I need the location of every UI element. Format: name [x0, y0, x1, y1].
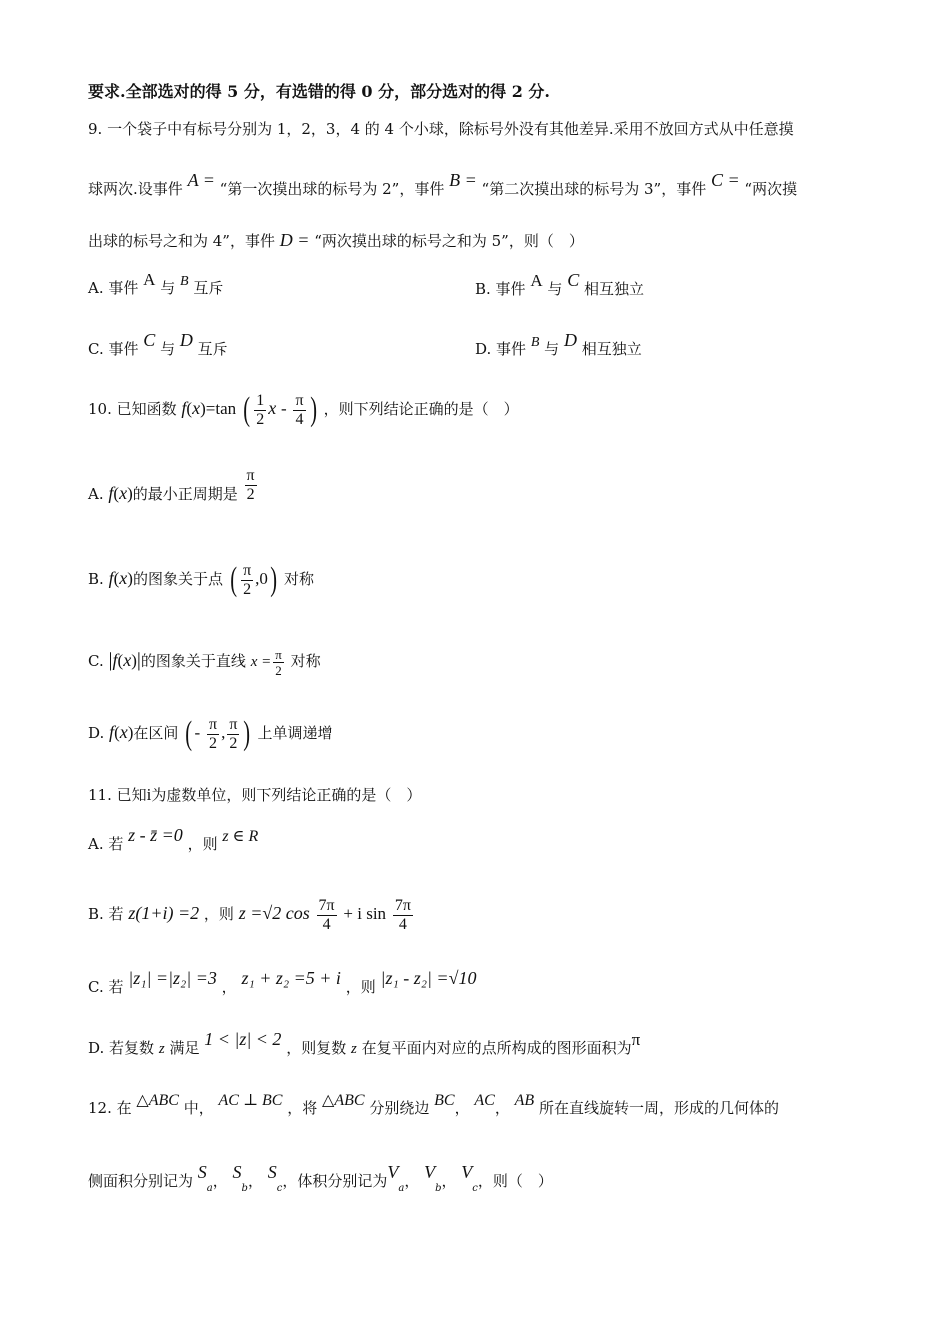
q9-line3	[88, 230, 584, 251]
math-symbol: f	[181, 398, 187, 418]
q12-text: 12. 在	[88, 1099, 132, 1117]
option-text: 互斥	[197, 340, 228, 358]
option-text: 相互独立	[581, 340, 642, 358]
fraction: $\frac{\pi}{2}$	[246, 466, 255, 503]
option-text: 对称	[284, 570, 315, 588]
math-symbol: A	[143, 270, 156, 289]
math-symbol: AB	[514, 1092, 535, 1109]
q12-text: ，体积分别记为	[282, 1172, 388, 1190]
option-text: ，则	[187, 835, 218, 853]
q9-text: “第二次摸出球的标号为 3”，事件	[481, 180, 707, 198]
option-text: ，则	[203, 905, 234, 923]
fraction: $\frac{\pi}{2}$	[229, 715, 238, 752]
math-expression: AC ⊥ BC	[218, 1092, 283, 1109]
q9-text: “两次摸出球的标号之和为 5”，则（ ）	[314, 232, 584, 250]
math-symbol: π	[631, 1030, 641, 1049]
option-text: 与	[160, 340, 176, 358]
event-a-symbol: A =	[187, 170, 215, 190]
q11-option-b[interactable]: B. 若 z(1+i) =2 ，则 z =√2 cos $\frac{7\pi}{4}$ + i sin $\frac{7\pi}{4}$	[88, 896, 411, 933]
option-label: C. 若	[88, 978, 124, 996]
q10-option-c[interactable]: C. |f(x)|的图象关于直线 x = $\frac{\pi}{2}$ 对称	[88, 646, 321, 678]
q10-option-a[interactable]: A. f(x)的最小正周期是 $\frac{\pi}{2}$	[88, 466, 255, 503]
q12-text: ，将	[287, 1099, 318, 1117]
q11-option-a[interactable]	[88, 825, 259, 855]
q11-option-d[interactable]: D. 若复数 z 满足 1 < |z| < 2 ，则复数 z 在复平面内对应的点所构成的图形面积为π	[88, 1029, 641, 1057]
option-text: ，	[221, 978, 237, 996]
fraction: $\frac{7\pi}{4}$	[318, 896, 335, 933]
option-text: 对称	[290, 652, 321, 670]
q11-stem	[88, 785, 421, 805]
math-expression: △ABC	[136, 1092, 179, 1109]
fraction: $\frac{\pi}{2}$	[243, 561, 252, 598]
option-text: 上单调递增	[257, 724, 333, 742]
option-label: A. 若	[88, 835, 124, 853]
math-expression: 1 < |z| < 2	[204, 1029, 282, 1049]
option-text: 的最小正周期是	[132, 485, 238, 503]
q9-text: “第一次摸出球的标号为 2”，事件	[219, 180, 445, 198]
q11-option-c[interactable]	[88, 968, 477, 997]
option-text: 与	[544, 340, 560, 358]
math-symbol: i	[146, 785, 152, 804]
option-text: 在复平面内对应的点所构成的图形面积为	[361, 1039, 632, 1057]
q9-option-b[interactable]	[475, 270, 645, 299]
math-symbol: A	[530, 271, 543, 290]
math-symbol: D	[563, 330, 577, 350]
q9-text: 球两次.设事件	[88, 180, 183, 198]
q9-line1: 9. 一个袋子中有标号分别为 1，2，3，4 的 4 个小球，除标号外没有其他差异.采用不放回方式从中任意摸	[88, 120, 794, 138]
math-symbol: B	[530, 335, 540, 350]
event-d-symbol: D =	[279, 230, 310, 250]
option-text: 与	[547, 280, 563, 298]
option-label: B. 若	[88, 905, 124, 923]
math-symbol: AC	[474, 1092, 495, 1109]
q10-option-b[interactable]: B. f(x)的图象关于点 ( $\frac{\pi}{2}$ ,0) 对称	[88, 561, 315, 598]
option-text: 互斥	[193, 279, 224, 297]
q10-text: 10. 已知函数	[88, 400, 177, 418]
fraction: $\frac{7\pi}{4}$	[394, 896, 411, 933]
option-label: A. 事件	[88, 279, 139, 297]
math-expression: |z₁ - z₂| =√10	[380, 968, 477, 988]
q9-option-c[interactable]	[88, 330, 228, 359]
q12-text: 分别绕边	[369, 1099, 430, 1117]
option-text: 的图象关于直线	[140, 652, 246, 670]
option-text: ，则复数	[286, 1039, 347, 1057]
math-symbol: BC	[434, 1092, 455, 1109]
q9-text: “两次摸	[744, 180, 798, 198]
math-expression: z ∈ R	[222, 828, 259, 845]
math-symbol: C	[567, 270, 580, 290]
option-label: B. 事件	[475, 280, 526, 298]
option-text: ，则	[345, 978, 376, 996]
option-label: D. 事件	[475, 340, 527, 358]
fraction: $\frac{\pi}{2}$	[275, 646, 282, 678]
option-text: 在区间	[133, 724, 179, 742]
option-text: 相互独立	[584, 280, 645, 298]
math-symbol: x	[192, 398, 201, 418]
math-symbol: B	[180, 274, 189, 289]
math-expression: z - z̄ =0	[128, 825, 183, 845]
fraction: $\frac{\pi}{2}$	[208, 715, 218, 752]
event-b-symbol: B =	[449, 170, 477, 190]
q10-option-d[interactable]: D. f(x)在区间 ( - $\frac{\pi}{2}$ , $\frac{\pi}{2}$ ) 上单调递增	[88, 715, 333, 752]
math-expression: z₁ + z₂ =5 + i	[241, 968, 341, 988]
q9-option-a[interactable]	[88, 270, 224, 300]
option-label: C. 事件	[88, 340, 139, 358]
q12-stem-line1: 12. 在 △ABC 中， AC ⊥ BC ，将 △ABC 分别绕边 BC， AC， AB 所在直线旋转一周，形成的几何体的	[88, 1092, 779, 1117]
math-symbol: D	[179, 330, 193, 350]
q12-text: 中，	[183, 1099, 214, 1117]
q12-text: 侧面积分别记为	[88, 1172, 194, 1190]
option-label: A.	[88, 485, 104, 503]
section-header: 要求.全部选对的得 5 分，有选错的得 0 分，部分选对的得 2 分.	[88, 82, 550, 101]
fraction: $\frac{1}{2}$	[256, 391, 265, 428]
option-text: 满足	[169, 1039, 200, 1057]
option-label: D.	[88, 724, 105, 742]
option-text: 的图象关于点	[132, 570, 223, 588]
q10-stem: 10. 已知函数 f(x)=tan ( $\frac{1}{2}$ x - $\frac{\pi}{4}$ ) ，则下列结论正确的是（ ）	[88, 391, 519, 428]
q9-line2	[88, 170, 798, 199]
fraction: $\frac{\pi}{4}$	[295, 391, 304, 428]
math-expression: |z₁| =|z₂| =3	[128, 968, 217, 988]
option-label: B.	[88, 570, 104, 588]
math-expression: △ABC	[322, 1092, 365, 1109]
math-expression: z =√2 cos	[238, 903, 310, 923]
option-text: 与	[160, 279, 176, 297]
math-symbol: =tan	[205, 399, 237, 418]
q10-text: ，则下列结论正确的是（ ）	[323, 400, 519, 418]
q12-text: ，则（ ）	[477, 1172, 553, 1190]
event-c-symbol: C =	[710, 170, 740, 190]
math-symbol: z	[158, 1041, 165, 1057]
q12-text: 所在直线旋转一周，形成的几何体的	[538, 1099, 779, 1117]
math-expression: z(1+i) =2	[128, 903, 200, 923]
math-symbol: C	[143, 330, 156, 350]
q12-stem-line2: 侧面积分别记为 $S_a$， $S_b$， $S_c$，体积分别记为$V_a$， $V_b$， $V_c$，则（ ）	[88, 1162, 553, 1194]
q11-text: 11. 已知	[88, 786, 147, 804]
option-label: C.	[88, 652, 104, 670]
option-label: D. 若复数	[88, 1039, 155, 1057]
q9-text: 出球的标号之和为 4”，事件	[88, 232, 275, 250]
q11-text: 为虚数单位，则下列结论正确的是（ ）	[151, 786, 422, 804]
q9-option-d[interactable]	[475, 330, 642, 361]
